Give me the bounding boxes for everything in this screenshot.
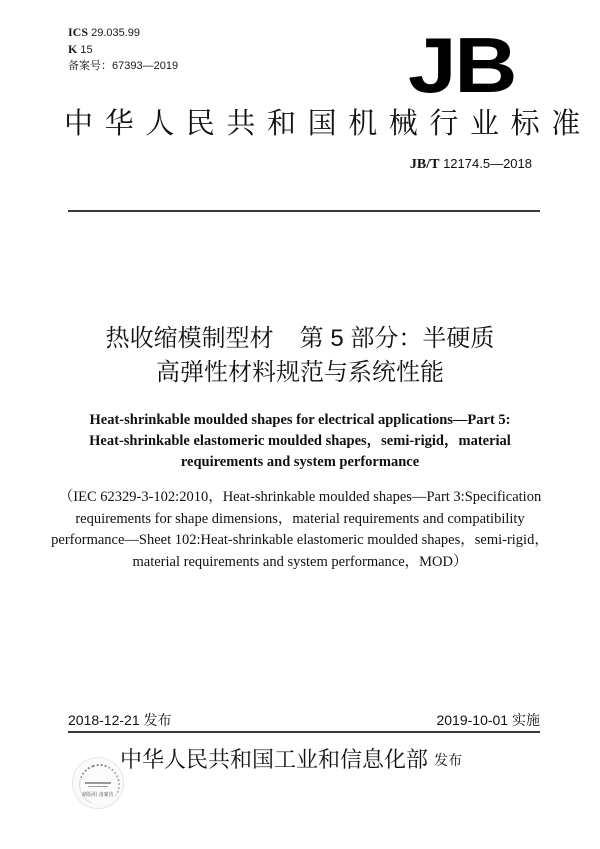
ics-code	[68, 24, 178, 41]
filing-number	[68, 58, 178, 74]
chinese-title	[0, 322, 600, 390]
standard-number	[0, 156, 532, 173]
chinese-title-part: 第 5 部分：半硬质	[299, 325, 495, 352]
classification-block	[68, 24, 178, 74]
ccs-label: K	[68, 42, 78, 56]
english-title	[0, 410, 600, 473]
issuer-name: 中华人民共和国工业和信息化部	[120, 747, 429, 772]
ics-value: 29.035.99	[91, 27, 141, 39]
standard-number-value: 12174.5—2018	[443, 156, 532, 171]
bottom-divider	[68, 731, 540, 733]
ccs-code	[68, 41, 178, 58]
chinese-title-line-1	[0, 322, 600, 356]
iec-reference-line: （IEC 62329-3-102:2010，Heat-shrinkable moulded shapes—Part 3:Specification	[58, 489, 542, 505]
ics-label: ICS	[68, 25, 89, 39]
stamp-line	[85, 782, 111, 784]
english-title-line: Heat-shrinkable moulded shapes for electrical applications—Part 5:	[89, 412, 511, 428]
english-title-line: requirements and system performance	[180, 454, 420, 470]
iec-reference-line: performance—Sheet 102:Heat-shrinkable elastomeric moulded shapes，semi-rigid，	[51, 532, 549, 548]
issuer-suffix: 发布	[434, 752, 463, 768]
english-title-line: Heat-shrinkable elastomeric moulded shapes，semi-rigid，material	[89, 433, 511, 449]
iec-reference	[0, 487, 600, 573]
ccs-value: 15	[80, 44, 93, 56]
standard-number-prefix: JB/T	[409, 157, 440, 172]
iec-reference-line: material requirements and system performance，MOD）	[132, 553, 468, 570]
effective-date: 2019-10-01 实施	[436, 712, 540, 728]
iec-reference-line: requirements for shape dimensions，material requirements and compatibility	[75, 510, 525, 527]
chinese-title-main: 热收缩模制型材	[105, 325, 274, 352]
issue-date: 2018-12-21 发布	[68, 712, 172, 728]
filing-stamp-icon	[72, 757, 124, 809]
top-divider	[68, 210, 540, 212]
chinese-title-line-2: 高弹性材料规范与系统性能	[156, 359, 444, 386]
jb-logo: JB	[408, 21, 516, 109]
issuing-authority	[120, 745, 462, 775]
filing-label: 备案号：	[68, 60, 112, 72]
stamp-line	[88, 786, 108, 787]
standard-category-title: 中华人民共和国机械行业标准	[64, 108, 592, 140]
filing-value: 67393—2019	[112, 60, 179, 72]
stamp-text: 制版组 备案仿	[82, 792, 114, 798]
